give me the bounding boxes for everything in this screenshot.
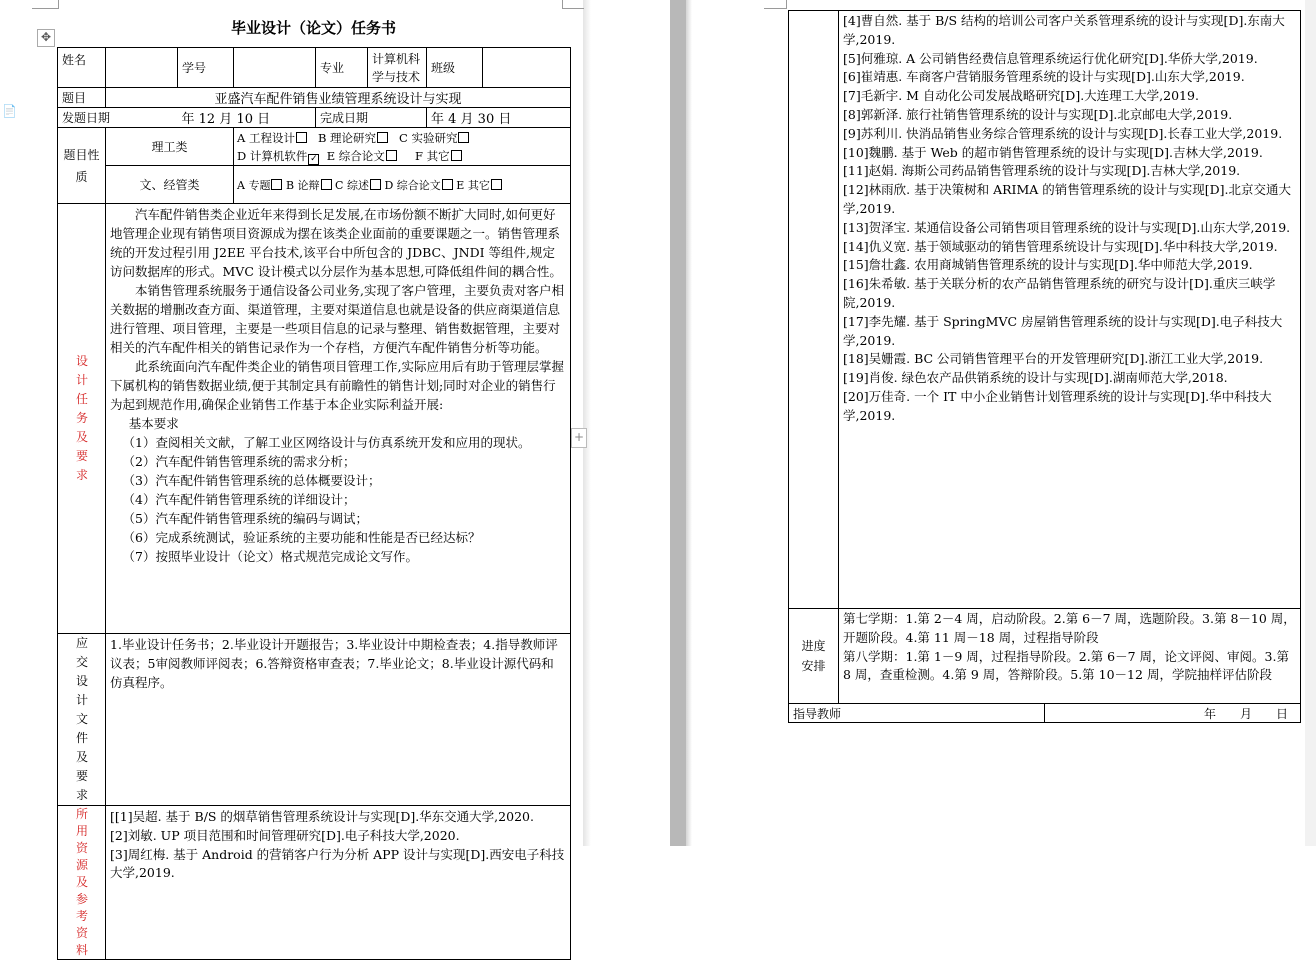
checkbox-icon bbox=[451, 150, 462, 161]
lit-econ-label: 文、经管类 bbox=[106, 166, 234, 204]
option-e-other[interactable]: E 其它 bbox=[456, 179, 502, 192]
reference-item: [2]刘敏. UP 项目范围和时间管理研究[D].电子科技大学,2020. bbox=[110, 827, 460, 843]
schedule-label: 进度安排 bbox=[789, 609, 839, 704]
reference-item: [7]毛新宇. M 自动化公司发展战略研究[D].大连理工大学,2019. bbox=[843, 88, 1199, 104]
crop-mark bbox=[562, 0, 584, 9]
advisor-label: 指导教师 bbox=[789, 704, 1045, 723]
reference-item: [4]曹自然. 基于 B/S 结构的培训公司客户关系管理系统的设计与实现[D].东南大学,2019. bbox=[843, 13, 1285, 47]
class-label: 班级 bbox=[427, 48, 483, 88]
checkbox-icon bbox=[458, 132, 469, 143]
page-edge bbox=[1305, 0, 1316, 846]
refs-label: 所用资源及参考资料 bbox=[58, 806, 106, 960]
reference-item: [20]万佳奇. 一个 IT 中小企业销售计划管理系统的设计与实现[D].华中科技大学,2019. bbox=[843, 388, 1272, 423]
reference-item: [8]郭新泽. 旅行社销售管理系统的设计与实现[D].北京邮电大学,2019. bbox=[843, 106, 1233, 122]
topic-label: 题目 bbox=[58, 88, 106, 108]
crop-mark bbox=[764, 0, 787, 9]
option-c-review[interactable]: C 综述 bbox=[335, 179, 381, 192]
task-form-table-continued bbox=[788, 10, 1301, 723]
checkbox-icon bbox=[491, 179, 502, 190]
task-form-table bbox=[57, 47, 571, 960]
docs-content: 1.毕业设计任务书；2.毕业设计开题报告；3.毕业设计中期检查表；4.指导教师评议表；5审阅教师评阅表；6.答辩资格审查表；7.毕业论文；8.毕业设计源代码和仿真程序。 bbox=[106, 634, 571, 806]
checkbox-icon bbox=[321, 179, 332, 190]
finish-date-value: 年 4 月 30 日 bbox=[427, 108, 571, 128]
topic-nature-label: 题目性质 bbox=[58, 128, 106, 204]
option-b-theory[interactable]: B 理论研究 bbox=[318, 131, 388, 145]
reference-item: [12]林雨欣. 基于决策树和 ARIMA 的销售管理系统的设计与实现[D].北京交通大学,2019. bbox=[843, 182, 1292, 216]
checkbox-icon bbox=[296, 132, 307, 143]
schedule-item: 第八学期：1.第 1－9 周，过程指导阶段。2.第 6－7 周，论文评阅、审阅。3.第 8 周，查重检测。4.第 9 周，答辩阶段。5.第 10－12 周，学院抽样评估阶段 bbox=[843, 648, 1289, 683]
document-icon[interactable]: 📄 bbox=[2, 104, 17, 118]
crop-mark bbox=[32, 0, 59, 9]
finish-date-label: 完成日期 bbox=[316, 108, 427, 128]
sci-eng-label: 理工类 bbox=[106, 128, 234, 166]
design-task-label: 设计任务及要求 bbox=[58, 204, 106, 634]
option-a-engineering[interactable]: A 工程设计 bbox=[237, 131, 307, 145]
issue-date-value: 年 12 月 10 日 bbox=[178, 108, 316, 128]
requirement-item: （1）查阅相关文献，了解工业区网络设计与仿真系统开发和应用的现状。 bbox=[122, 435, 531, 450]
class-value[interactable] bbox=[483, 48, 571, 88]
reference-item: [[1]吴超. 基于 B/S 的烟草销售管理系统设计与实现[D].华东交通大学,2020. bbox=[110, 809, 534, 824]
requirement-item: （7）按照毕业设计（论文）格式规范完成论文写作。 bbox=[122, 549, 418, 564]
refs-content-right bbox=[839, 11, 1301, 609]
checkbox-icon bbox=[386, 150, 397, 161]
task-paragraph: 此系统面向汽车配件类企业的销售项目管理工作,实际应用后有助于管理层掌握下属机构的销售数据业绩,便于其制定具有前瞻性的销售计划;同时对企业的销售行为起到规范作用,确保企业销售工作基于本企业实际利益开展: bbox=[110, 359, 564, 412]
reference-item: [19]肖俊. 绿色农产品供销系统的设计与实现[D].湖南师范大学,2018. bbox=[843, 370, 1228, 386]
checkbox-icon bbox=[271, 179, 282, 190]
reference-item: [17]李先耀. 基于 SpringMVC 房屋销售管理系统的设计与实现[D].电子科技大学,2019. bbox=[843, 313, 1283, 348]
docs-label: 应交设计文件及要求 bbox=[58, 634, 106, 806]
refs-content-left bbox=[106, 806, 571, 960]
student-id-value[interactable] bbox=[234, 48, 316, 88]
option-c-experiment[interactable]: C 实验研究 bbox=[399, 131, 469, 145]
basic-req-title: 基本要求 bbox=[128, 416, 179, 431]
page-shadow bbox=[583, 0, 591, 846]
checkbox-icon bbox=[442, 179, 453, 190]
option-a-topic[interactable]: A 专题 bbox=[237, 179, 282, 192]
refs-label-spacer bbox=[789, 11, 839, 609]
topic-value: 亚盛汽车配件销售业绩管理系统设计与实现 bbox=[106, 88, 571, 108]
option-e-comprehensive[interactable]: E 综合论文 bbox=[327, 149, 397, 163]
option-d-software[interactable]: D 计算机软件 ✓ bbox=[237, 148, 318, 164]
reference-item: [15]詹壮鑫. 农用商城销售管理系统的设计与实现[D].华中师范大学,2019. bbox=[843, 257, 1253, 273]
design-task-content bbox=[106, 204, 571, 634]
reference-item: [14]仇义宽. 基于领域驱动的销售管理系统设计与实现[D].华中科技大学,2019. bbox=[843, 238, 1278, 254]
reference-item: [9]苏利川. 快消品销售业务综合管理系统的设计与实现[D].长春工业大学,2019. bbox=[843, 125, 1283, 141]
add-row-button[interactable]: + bbox=[571, 428, 587, 448]
requirement-item: （4）汽车配件销售管理系统的详细设计； bbox=[122, 492, 356, 507]
advisor-date[interactable]: 年 月 日 bbox=[1045, 704, 1301, 723]
page-shadow bbox=[686, 0, 692, 846]
requirement-item: （6）完成系统测试，验证系统的主要功能和性能是否已经达标？ bbox=[122, 530, 481, 545]
reference-item: [18]吴姗霞. BC 公司销售管理平台的开发管理研究[D].浙江工业大学,2019. bbox=[843, 351, 1264, 367]
task-paragraph: 本销售管理系统服务于通信设备公司业务,实现了客户管理，主要负责对客户相关数据的增删改查方面、渠道管理，主要对渠道信息也就是设备的供应商渠道信息进行管理、项目管理，主要是一些项目信息的记录与整理、销售数据管理，主要对相关的汽车配件相关的销售记录作为一个存档，方便汽车配件销售分析等功能。 bbox=[110, 283, 564, 355]
task-paragraph: 汽车配件销售类企业近年来得到长足发展,在市场份额不断扩大同时,如何更好地管理企业现有销售项目资源成为摆在该类企业面前的重要课题之一。销售管理系统的开发过程引用 J2EE 平台技术,该平台中所包含的 JDBC、JNDI 等组件,规定访问数据库的形式。MVC 设计模式以分层作为基本思想,可降低组件间的耦合性。 bbox=[110, 207, 562, 279]
reference-item: [16]朱希敏. 基于关联分析的农产品销售管理系统的研究与设计[D].重庆三峡学院,2019. bbox=[843, 276, 1276, 310]
page-separator bbox=[670, 0, 686, 846]
major-value: 计算机科学与技术 bbox=[368, 48, 427, 88]
checkbox-icon bbox=[377, 132, 388, 143]
lit-options bbox=[234, 166, 571, 204]
reference-item: [6]崔靖惠. 车商客户营销服务管理系统的设计与实现[D].山东大学,2019. bbox=[843, 69, 1245, 85]
option-f-other[interactable]: F 其它 bbox=[415, 149, 462, 163]
option-d-comprehensive[interactable]: D 综合论文 bbox=[384, 179, 452, 192]
schedule-content bbox=[839, 609, 1301, 704]
checkbox-icon bbox=[370, 179, 381, 190]
major-label: 专业 bbox=[316, 48, 368, 88]
issue-date-label: 发题日期 bbox=[58, 108, 178, 128]
requirement-item: （3）汽车配件销售管理系统的总体概要设计； bbox=[122, 473, 381, 488]
reference-item: [3]周红梅. 基于 Android 的营销客户行为分析 APP 设计与实现[D].西安电子科技大学,2019. bbox=[110, 846, 565, 881]
option-b-debate[interactable]: B 论辩 bbox=[286, 179, 332, 192]
requirement-item: （2）汽车配件销售管理系统的需求分析； bbox=[122, 454, 356, 469]
name-label: 姓名 bbox=[58, 48, 106, 88]
reference-item: [11]赵娟. 海斯公司药品销售管理系统的设计与实现[D].吉林大学,2019. bbox=[843, 163, 1241, 179]
student-id-label: 学号 bbox=[178, 48, 234, 88]
page-title: 毕业设计（论文）任务书 bbox=[230, 19, 396, 37]
sci-options bbox=[234, 128, 571, 166]
checkbox-checked-icon: ✓ bbox=[310, 153, 318, 164]
reference-item: [10]魏鹏. 基于 Web 的超市销售管理系统的设计与实现[D].吉林大学,2019. bbox=[843, 144, 1263, 160]
reference-item: [13]贺泽宝. 某通信设备公司销售项目管理系统的设计与实现[D].山东大学,2019. bbox=[843, 219, 1291, 235]
schedule-item: 第七学期：1.第 2－4 周，启动阶段。2.第 6－7 周，选题阶段。3.第 8－10 周，开题阶段。4.第 11 周－18 周，过程指导阶段 bbox=[843, 611, 1296, 645]
requirement-item: （5）汽车配件销售管理系统的编码与调试； bbox=[122, 511, 368, 526]
table-move-handle-icon[interactable]: ✥ bbox=[37, 29, 55, 47]
reference-item: [5]何雅琼. A 公司销售经费信息管理系统运行优化研究[D].华侨大学,2019. bbox=[843, 50, 1258, 66]
name-value[interactable] bbox=[106, 48, 178, 88]
